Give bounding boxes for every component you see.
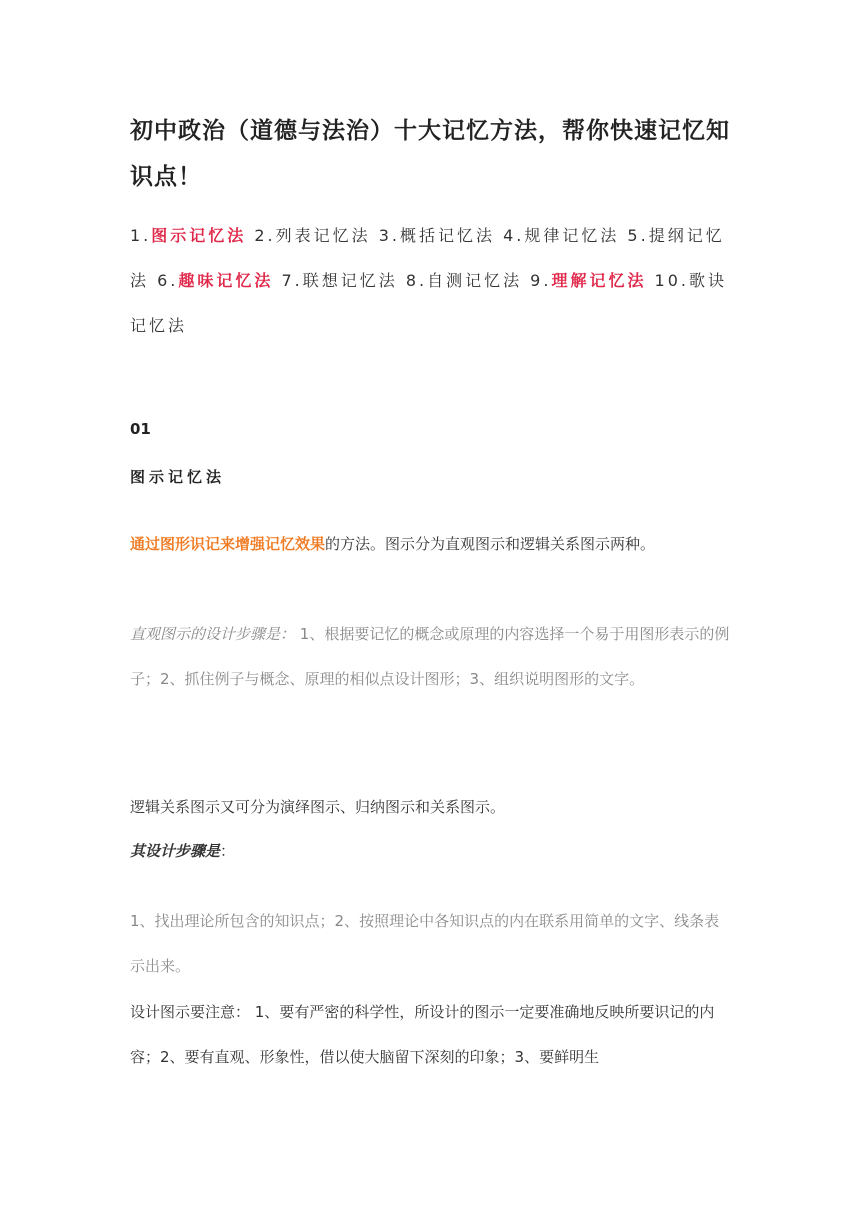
method-6-highlight: 趣味记忆法 <box>178 271 274 290</box>
method-1-number: 1. <box>130 226 152 245</box>
intro-highlight: 通过图形识记来增强记忆效果 <box>130 535 326 553</box>
section-number: 01 <box>130 420 151 438</box>
method-list <box>130 213 730 348</box>
visual-steps-paragraph <box>130 612 730 702</box>
intro-paragraph <box>130 522 730 567</box>
logic-intro: 逻辑关系图示又可分为演绎图示、归纳图示和关系图示。 <box>130 798 506 816</box>
logic-steps-paragraph: 1、找出理论所包含的知识点；2、按照理论中各知识点的内在联系用简单的文字、线条表示出来。 <box>130 912 720 975</box>
visual-steps-text: 1、根据要记忆的概念或原理的内容选择一个易于用图形表示的例子；2、抓住例子与概念、原理的相似点设计图形；3、组织说明图形的文字。 <box>130 625 730 688</box>
method-1-highlight: 图示记忆法 <box>151 226 247 245</box>
methods-2-to-6: 2.列表记忆法 3.概括记忆法 4.规律记忆法 5.提纲记忆法 6. <box>130 226 725 290</box>
intro-text: 的方法。图示分为直观图示和逻辑关系图示两种。 <box>325 535 656 553</box>
logic-steps-label: 其设计步骤是 <box>130 842 221 860</box>
article-title: 初中政治（道德与法治）十大记忆方法，帮你快速记忆知识点！ <box>130 118 730 190</box>
visual-steps-label: 直观图示的设计步骤是： <box>130 625 296 643</box>
section-heading: 图示记忆法 <box>130 468 226 486</box>
logic-steps-heading <box>130 829 730 874</box>
method-9-highlight: 理解记忆法 <box>551 271 647 290</box>
design-notes-paragraph: 设计图示要注意： 1、要有严密的科学性，所设计的图示一定要准确地反映所要识记的内容；2、要有直观、形象性，借以使大脑留下深刻的印象；3、要鲜明生 <box>130 1003 715 1066</box>
methods-7-to-9: 7.联想记忆法 8.自测记忆法 9. <box>273 271 552 290</box>
logic-steps-colon: ： <box>220 842 236 860</box>
method-10: 10.歌诀记忆法 <box>130 271 727 335</box>
